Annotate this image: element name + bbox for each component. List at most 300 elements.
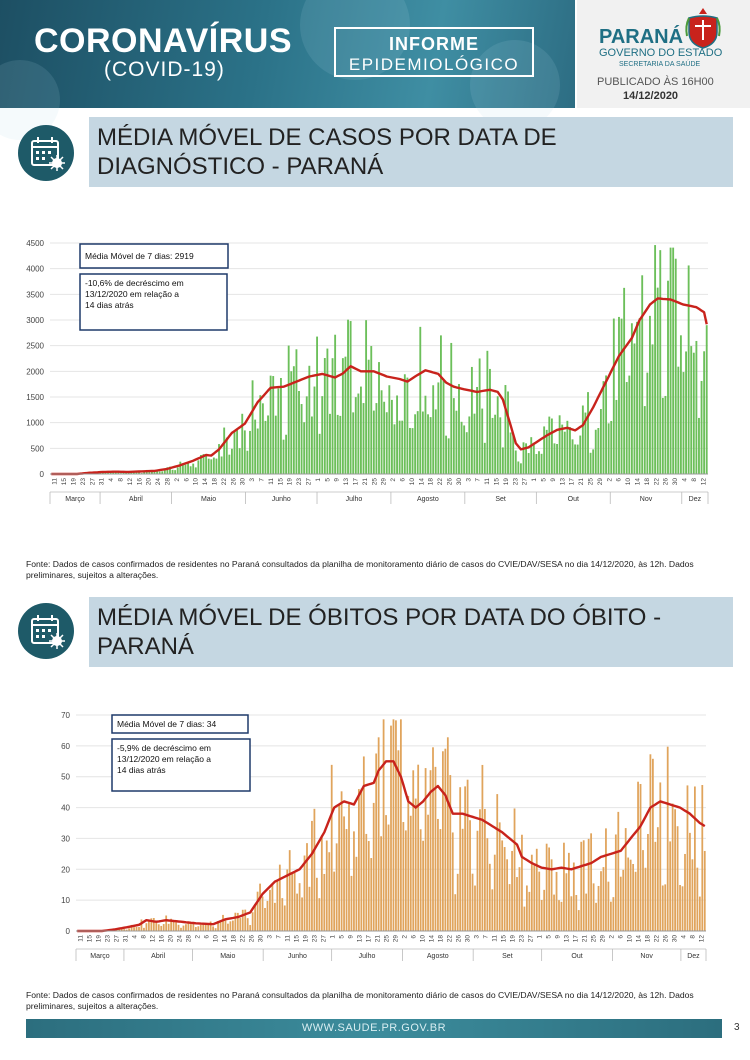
daily-bar: [227, 924, 229, 931]
daily-bar: [221, 456, 223, 474]
x-tick-label: 13: [356, 935, 364, 943]
x-tick-label: 3: [249, 478, 257, 482]
daily-bar: [621, 319, 623, 474]
daily-bar: [225, 921, 227, 931]
daily-bar: [496, 794, 498, 931]
daily-bar: [454, 894, 456, 931]
daily-bar: [222, 915, 224, 931]
daily-bar: [351, 876, 353, 931]
y-tick-label: 20: [61, 865, 70, 875]
daily-bar: [504, 847, 506, 931]
x-tick-label: 10: [408, 478, 416, 486]
daily-bar: [290, 371, 292, 474]
x-tick-label: 2: [608, 935, 616, 939]
daily-bar: [617, 812, 619, 931]
daily-bar: [294, 873, 296, 931]
daily-bar: [234, 432, 236, 474]
x-tick-label: 9: [347, 935, 355, 939]
y-tick-label: 1000: [26, 418, 44, 428]
daily-bar: [400, 719, 402, 931]
daily-bar: [620, 877, 622, 931]
daily-bar: [422, 412, 424, 474]
daily-bar: [308, 366, 310, 474]
month-label: Nov: [640, 953, 653, 960]
daily-bar: [272, 884, 274, 931]
month-label: Dez: [688, 496, 702, 503]
daily-bar: [683, 372, 685, 474]
daily-bar: [641, 275, 643, 474]
daily-bar: [163, 924, 165, 931]
daily-bar: [706, 325, 708, 474]
y-tick-label: 4000: [26, 264, 44, 274]
daily-bar: [223, 428, 225, 474]
daily-bar: [499, 417, 501, 474]
daily-bar: [640, 784, 642, 931]
daily-bar: [234, 913, 236, 931]
daily-bar: [507, 391, 509, 474]
daily-bar: [385, 815, 387, 931]
daily-bar: [645, 868, 647, 931]
daily-bar: [316, 337, 318, 474]
daily-bar: [559, 415, 561, 474]
x-tick-label: 13: [559, 478, 567, 486]
brand-subtitle: (COVID-19): [104, 58, 225, 81]
daily-bar: [618, 317, 620, 474]
y-tick-label: 0: [65, 927, 70, 936]
x-tick-label: 6: [617, 935, 625, 939]
daily-bar: [672, 804, 674, 931]
y-tick-label: 2500: [26, 341, 44, 351]
x-tick-label: 23: [518, 935, 526, 943]
daily-bar: [474, 414, 476, 474]
daily-bar: [306, 396, 308, 474]
x-tick-label: 14: [428, 935, 436, 943]
daily-bar: [484, 443, 486, 474]
daily-bar: [328, 852, 330, 931]
x-tick-label: 7: [474, 478, 482, 482]
daily-bar: [252, 380, 254, 474]
daily-bar: [337, 415, 339, 474]
x-tick-label: 26: [662, 478, 670, 486]
daily-bar: [402, 822, 404, 931]
daily-bar: [698, 418, 700, 474]
x-tick-label: 1: [314, 478, 322, 482]
daily-bar: [342, 358, 344, 474]
daily-bar: [481, 409, 483, 474]
daily-bar: [679, 885, 681, 931]
daily-bar: [462, 829, 464, 931]
daily-bar: [301, 897, 303, 931]
y-tick-label: 1500: [26, 393, 44, 402]
brand-title: CORONAVÍRUS: [34, 22, 292, 60]
daily-bar: [427, 815, 429, 931]
daily-bar: [453, 398, 455, 474]
daily-bar: [388, 825, 390, 931]
daily-bar: [675, 259, 677, 474]
x-tick-label: 6: [615, 478, 623, 482]
x-tick-label: 15: [86, 935, 94, 943]
daily-bar: [450, 343, 452, 474]
daily-bar: [383, 402, 385, 474]
daily-bar: [365, 834, 367, 931]
daily-bar: [593, 883, 595, 931]
daily-bar: [688, 265, 690, 474]
x-tick-label: 14: [221, 935, 229, 943]
daily-bar: [295, 349, 297, 474]
calendar-virus-icon: [18, 603, 74, 659]
x-tick-label: 3: [266, 935, 274, 939]
decrease-note-line: 13/12/2020 em relação a: [117, 754, 212, 764]
month-label: Março: [65, 496, 85, 503]
daily-bar: [654, 842, 656, 931]
x-tick-label: 2: [173, 478, 181, 482]
daily-bar: [284, 905, 286, 931]
daily-bar: [378, 362, 380, 474]
daily-bar: [257, 892, 259, 931]
x-tick-label: 29: [599, 935, 607, 943]
daily-bar: [556, 872, 558, 931]
daily-bar: [304, 856, 306, 931]
daily-bar: [136, 927, 138, 931]
daily-bar: [288, 346, 290, 474]
x-tick-label: 30: [671, 935, 679, 943]
x-tick-label: 31: [122, 935, 130, 943]
x-tick-label: 5: [338, 935, 346, 939]
daily-bar: [185, 465, 187, 474]
daily-bar: [425, 396, 427, 474]
daily-bar: [528, 453, 530, 474]
daily-bar: [680, 335, 682, 474]
daily-bar: [363, 403, 365, 474]
y-tick-label: 4500: [26, 239, 44, 248]
daily-bar: [409, 428, 411, 474]
daily-bar: [417, 411, 419, 474]
decrease-note-line: 14 dias atrás: [85, 300, 134, 310]
x-tick-label: 13: [343, 478, 351, 486]
daily-bar: [667, 281, 669, 474]
daily-bar: [448, 438, 450, 474]
x-tick-label: 7: [275, 935, 283, 939]
month-label: Março: [90, 953, 110, 960]
daily-bar: [267, 901, 269, 931]
daily-bar: [533, 865, 535, 931]
daily-bar: [575, 895, 577, 931]
daily-bar: [494, 855, 496, 931]
x-tick-label: 6: [183, 478, 191, 482]
daily-bar: [543, 426, 545, 474]
daily-bar: [158, 924, 160, 931]
daily-bar: [538, 451, 540, 474]
daily-bar: [489, 864, 491, 931]
daily-bar: [469, 820, 471, 931]
decrease-note-line: -5,9% de decréscimo em: [117, 743, 212, 753]
daily-bar: [213, 458, 215, 474]
daily-bar: [414, 414, 416, 474]
daily-bar: [664, 396, 666, 474]
daily-bar: [608, 882, 610, 931]
x-tick-label: 9: [333, 478, 341, 482]
daily-bar: [321, 835, 323, 931]
x-tick-label: 7: [258, 478, 266, 482]
daily-bar: [468, 416, 470, 474]
x-tick-label: 25: [587, 478, 595, 486]
x-tick-label: 25: [383, 935, 391, 943]
y-tick-label: 40: [61, 803, 70, 813]
daily-bar: [399, 421, 401, 474]
daily-bar: [425, 768, 427, 931]
y-tick-label: 10: [61, 896, 70, 906]
month-label: Abril: [151, 953, 166, 960]
daily-bar: [459, 787, 461, 931]
state-crest-icon: [683, 6, 723, 50]
month-label: Out: [571, 953, 583, 960]
daily-bar: [212, 926, 214, 931]
daily-bar: [603, 381, 605, 474]
y-tick-label: 0: [39, 470, 44, 479]
secretaria-line: SECRETARIA DA SAÚDE: [619, 61, 701, 68]
daily-bar: [280, 378, 282, 474]
x-tick-label: 14: [635, 935, 643, 943]
daily-bar: [687, 785, 689, 931]
daily-bar: [598, 886, 600, 931]
daily-bar: [160, 926, 162, 931]
daily-bar: [543, 890, 545, 931]
daily-bar: [595, 903, 597, 931]
page-header: [0, 0, 750, 108]
daily-bar: [381, 390, 383, 474]
x-tick-label: 24: [176, 935, 184, 943]
daily-bar: [363, 756, 365, 931]
x-tick-label: 27: [527, 935, 535, 943]
month-label: Agosto: [416, 496, 439, 503]
daily-bar: [472, 874, 474, 931]
daily-bar: [703, 351, 705, 474]
x-tick-label: 28: [185, 935, 193, 943]
x-tick-label: 27: [305, 478, 313, 486]
month-label: Agosto: [426, 953, 449, 960]
daily-bar: [474, 886, 476, 931]
daily-bar: [276, 881, 278, 931]
daily-bar: [579, 436, 581, 474]
daily-bar: [464, 786, 466, 931]
daily-bar: [610, 902, 612, 931]
daily-bar: [216, 459, 218, 474]
daily-bar: [561, 425, 563, 474]
daily-bar: [548, 417, 550, 474]
daily-bar: [685, 351, 687, 474]
daily-bar: [247, 918, 249, 931]
daily-bar: [298, 391, 300, 474]
daily-bar: [357, 394, 359, 474]
daily-bar: [254, 904, 256, 931]
x-tick-label: 25: [371, 478, 379, 486]
x-tick-label: 14: [418, 478, 426, 486]
daily-bar: [657, 827, 659, 931]
daily-bar: [531, 855, 533, 931]
x-tick-label: 2: [390, 478, 398, 482]
daily-bar: [541, 454, 543, 474]
daily-bar: [458, 384, 460, 474]
month-label: Nov: [639, 496, 653, 503]
x-tick-label: 21: [361, 478, 369, 486]
x-tick-label: 10: [212, 935, 220, 943]
daily-bar: [628, 376, 630, 474]
state-name: PARANÁ: [599, 26, 684, 48]
daily-bar: [435, 409, 437, 474]
daily-bar: [479, 809, 481, 931]
x-tick-label: 23: [104, 935, 112, 943]
daily-bar: [693, 353, 695, 474]
x-tick-label: 15: [293, 935, 301, 943]
published-date: 14/12/2020: [623, 90, 679, 102]
daily-bar: [192, 924, 194, 931]
daily-bar: [467, 780, 469, 931]
x-tick-label: 11: [484, 478, 492, 485]
x-tick-label: 2: [401, 935, 409, 939]
daily-bar: [326, 349, 328, 474]
daily-bar: [644, 406, 646, 474]
daily-bar: [652, 344, 654, 474]
daily-bar: [226, 438, 228, 474]
daily-bar: [541, 900, 543, 931]
daily-bar: [393, 719, 395, 931]
daily-bar: [615, 834, 617, 931]
daily-bar: [415, 799, 417, 931]
page-number: 3: [734, 1022, 740, 1033]
x-tick-label: 30: [672, 478, 680, 486]
daily-bar: [407, 796, 409, 931]
daily-bar: [208, 459, 210, 474]
x-tick-label: 18: [644, 935, 652, 943]
daily-bar: [615, 400, 617, 474]
daily-bar: [637, 782, 639, 931]
daily-bar: [556, 444, 558, 474]
daily-bar: [427, 414, 429, 474]
x-tick-label: 5: [545, 935, 553, 939]
daily-bar: [334, 335, 336, 474]
deaths-chart: [20, 705, 720, 967]
daily-bar: [605, 828, 607, 931]
daily-bar: [265, 421, 267, 474]
daily-bar: [701, 381, 703, 474]
daily-bar: [674, 809, 676, 931]
daily-bar: [491, 889, 493, 931]
x-tick-label: 23: [79, 478, 87, 486]
daily-bar: [286, 869, 288, 931]
x-tick-label: 30: [455, 478, 463, 486]
daily-bar: [432, 385, 434, 474]
daily-bar: [133, 927, 135, 931]
calendar-virus-icon: [18, 125, 74, 181]
daily-bar: [582, 406, 584, 474]
x-tick-label: 6: [399, 478, 407, 482]
daily-bar: [252, 912, 254, 931]
daily-bar: [301, 404, 303, 474]
daily-bar: [435, 767, 437, 931]
moving-average-value-label: Média Móvel de 7 dias: 34: [117, 719, 217, 729]
daily-bar: [627, 858, 629, 931]
month-label: Julho: [345, 496, 363, 503]
daily-bar: [520, 463, 522, 474]
daily-bar: [515, 451, 517, 474]
month-label: Junho: [271, 496, 291, 503]
daily-bar: [452, 832, 454, 931]
daily-bar: [274, 903, 276, 931]
x-tick-label: 1: [531, 478, 539, 482]
daily-bar: [538, 872, 540, 931]
daily-bar: [494, 415, 496, 474]
daily-bar: [395, 720, 397, 931]
daily-bar: [267, 415, 269, 474]
daily-bar: [375, 403, 377, 474]
x-tick-label: 4: [680, 935, 688, 939]
x-tick-label: 26: [662, 935, 670, 943]
daily-bar: [352, 412, 354, 474]
x-tick-label: 22: [653, 935, 661, 943]
daily-bar: [572, 439, 574, 474]
x-tick-label: 10: [626, 935, 634, 943]
daily-bar: [548, 847, 550, 931]
daily-bar: [231, 449, 233, 474]
daily-bar: [696, 868, 698, 931]
daily-bar: [228, 455, 230, 474]
daily-bar: [380, 836, 382, 931]
daily-bar: [561, 902, 563, 931]
daily-bar: [291, 872, 293, 931]
x-tick-label: 29: [596, 478, 604, 486]
daily-bar: [173, 922, 175, 931]
daily-bar: [580, 842, 582, 931]
daily-bar: [437, 382, 439, 474]
cases-section-title: MÉDIA MÓVEL DE CASOS POR DATA DE DIAGNÓSTICO - PARANÁ: [89, 117, 733, 187]
daily-bar: [536, 849, 538, 931]
x-tick-label: 30: [257, 935, 265, 943]
daily-bar: [187, 462, 189, 474]
x-tick-label: 18: [211, 478, 219, 486]
daily-bar: [647, 834, 649, 931]
x-tick-label: 26: [446, 478, 454, 486]
daily-bar: [664, 884, 666, 931]
x-tick-label: 26: [455, 935, 463, 943]
daily-bar: [650, 754, 652, 931]
daily-bar: [634, 343, 636, 474]
x-tick-label: 22: [653, 478, 661, 486]
daily-bar: [519, 867, 521, 931]
daily-bar: [486, 838, 488, 931]
daily-bar: [642, 850, 644, 931]
daily-bar: [311, 821, 313, 931]
daily-bar: [378, 737, 380, 931]
y-tick-label: 500: [30, 444, 44, 454]
x-tick-label: 22: [220, 478, 228, 486]
month-label: Set: [495, 496, 506, 503]
daily-bar: [205, 454, 207, 474]
x-tick-label: 11: [491, 935, 499, 942]
y-tick-label: 3000: [26, 316, 44, 325]
daily-bar: [554, 443, 556, 474]
x-tick-label: 11: [77, 935, 85, 942]
x-tick-label: 12: [126, 478, 134, 486]
daily-bar: [694, 786, 696, 931]
x-tick-label: 17: [572, 935, 580, 943]
x-tick-label: 5: [540, 478, 548, 482]
daily-bar: [177, 467, 179, 474]
x-tick-label: 30: [239, 478, 247, 486]
daily-bar: [146, 923, 148, 931]
daily-bar: [190, 924, 192, 931]
daily-bar: [659, 782, 661, 931]
x-tick-label: 18: [643, 478, 651, 486]
